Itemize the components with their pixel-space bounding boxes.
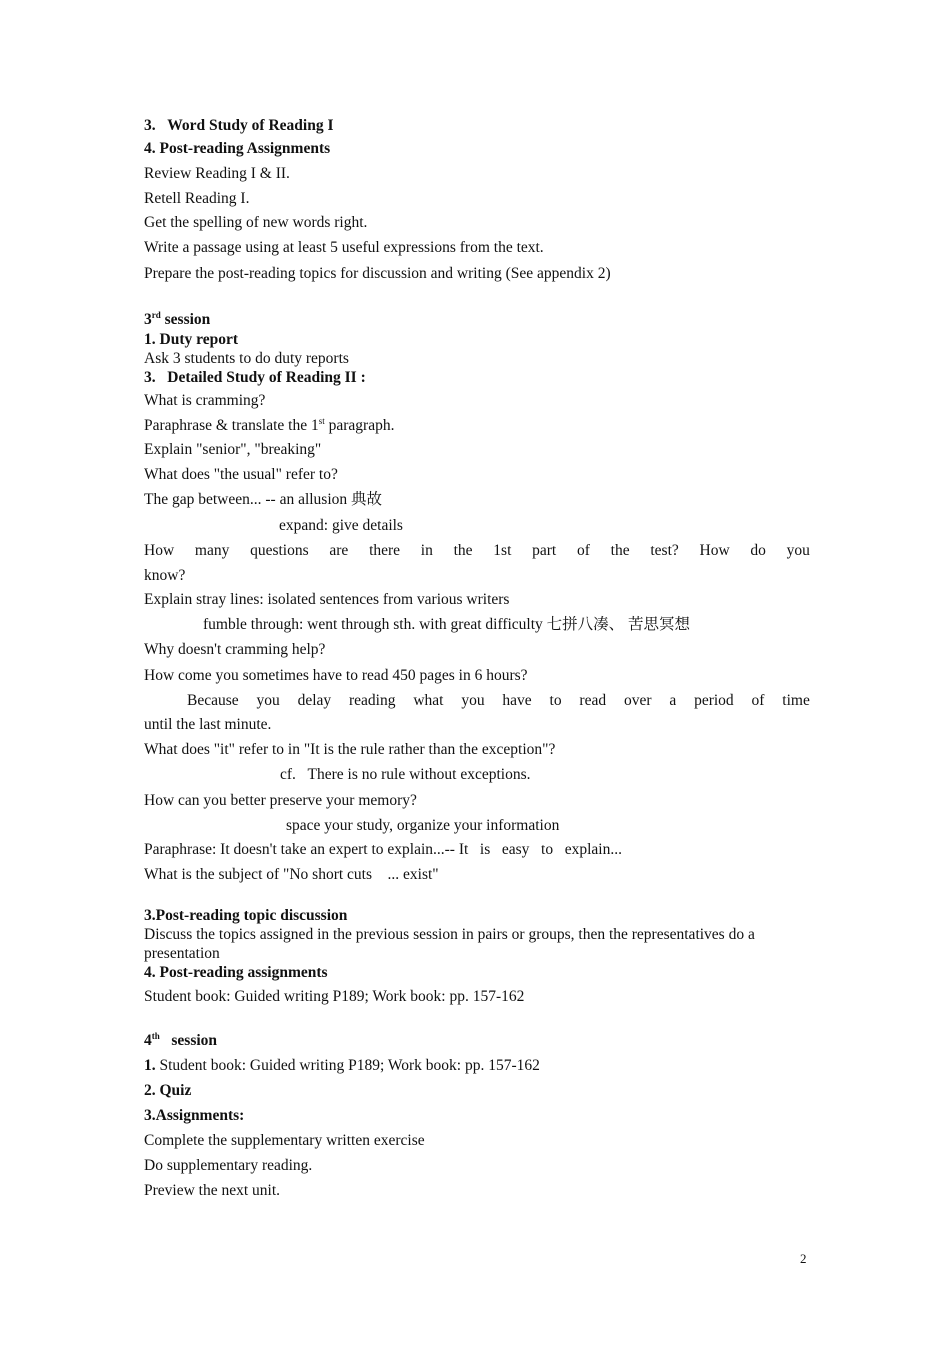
assignment-item: Prepare the post-reading topics for discussion and writing (See appendix 2) (144, 265, 611, 282)
study-question: What is the subject of "No short cuts ... exist" (144, 866, 439, 883)
assignment-item: Do supplementary reading. (144, 1157, 313, 1174)
session-3-heading: 3rd session (144, 310, 211, 328)
study-question: Paraphrase & translate the 1st paragraph. (144, 416, 395, 434)
session-4-heading: 4th session (144, 1031, 218, 1049)
assignment-item: Review Reading I & II. (144, 165, 290, 182)
study-note: fumble through: went through sth. with great difficulty 七拼八凑、 苦思冥想 (203, 616, 691, 633)
study-question: The gap between... -- an allusion 典故 (144, 491, 383, 508)
assignment-item: Get the spelling of new words right. (144, 214, 368, 231)
duty-report-heading: 1. Duty report (144, 331, 238, 348)
assignment-item: Student book: Guided writing P189; Work book: pp. 157-162 (144, 988, 525, 1005)
post-reading-assignments-heading: 4. Post-reading Assignments (144, 140, 331, 157)
study-question: What is cramming? (144, 392, 266, 409)
quiz-heading: 2. Quiz (144, 1082, 192, 1099)
session-4-item: 1. Student book: Guided writing P189; Work book: pp. 157-162 (144, 1057, 540, 1074)
study-question: Why doesn't cramming help? (144, 641, 326, 658)
study-question: What does "the usual" refer to? (144, 466, 338, 483)
study-answer-justified: Because you delay reading what you have to read over a period of time (187, 692, 810, 709)
study-question: Paraphrase: It doesn't take an expert to explain...-- It is easy to explain... (144, 841, 622, 858)
post-reading-assignments-heading: 4. Post-reading assignments (144, 964, 328, 981)
study-note: space your study, organize your information (286, 817, 560, 834)
study-question: How can you better preserve your memory? (144, 792, 417, 809)
topic-discussion-text: Discuss the topics assigned in the previous session in pairs or groups, then the representatives do a (144, 926, 755, 943)
study-note: cf. There is no rule without exceptions. (280, 766, 531, 783)
study-question: Explain stray lines: isolated sentences from various writers (144, 591, 510, 608)
topic-discussion-heading: 3.Post-reading topic discussion (144, 907, 348, 924)
study-question: How come you sometimes have to read 450 pages in 6 hours? (144, 667, 528, 684)
study-note: expand: give details (279, 517, 403, 534)
word-study-heading: 3. Word Study of Reading I (144, 117, 334, 134)
assignment-item: Retell Reading I. (144, 190, 250, 207)
assignment-item: Complete the supplementary written exercise (144, 1132, 425, 1149)
duty-report-text: Ask 3 students to do duty reports (144, 350, 349, 367)
study-question-justified: How many questions are there in the 1st part of the test? How do you (144, 542, 810, 559)
page-number: 2 (800, 1251, 807, 1266)
detailed-study-heading: 3. Detailed Study of Reading II : (144, 369, 366, 386)
study-question: What does "it" refer to in "It is the rule rather than the exception"? (144, 741, 556, 758)
assignment-item: Preview the next unit. (144, 1182, 281, 1199)
study-answer-cont: until the last minute. (144, 716, 272, 733)
assignments-heading: 3.Assignments: (144, 1107, 245, 1124)
assignment-item: Write a passage using at least 5 useful expressions from the text. (144, 239, 544, 256)
study-question-cont: know? (144, 567, 186, 584)
topic-discussion-text-cont: presentation (144, 945, 220, 962)
study-question: Explain "senior", "breaking" (144, 441, 322, 458)
